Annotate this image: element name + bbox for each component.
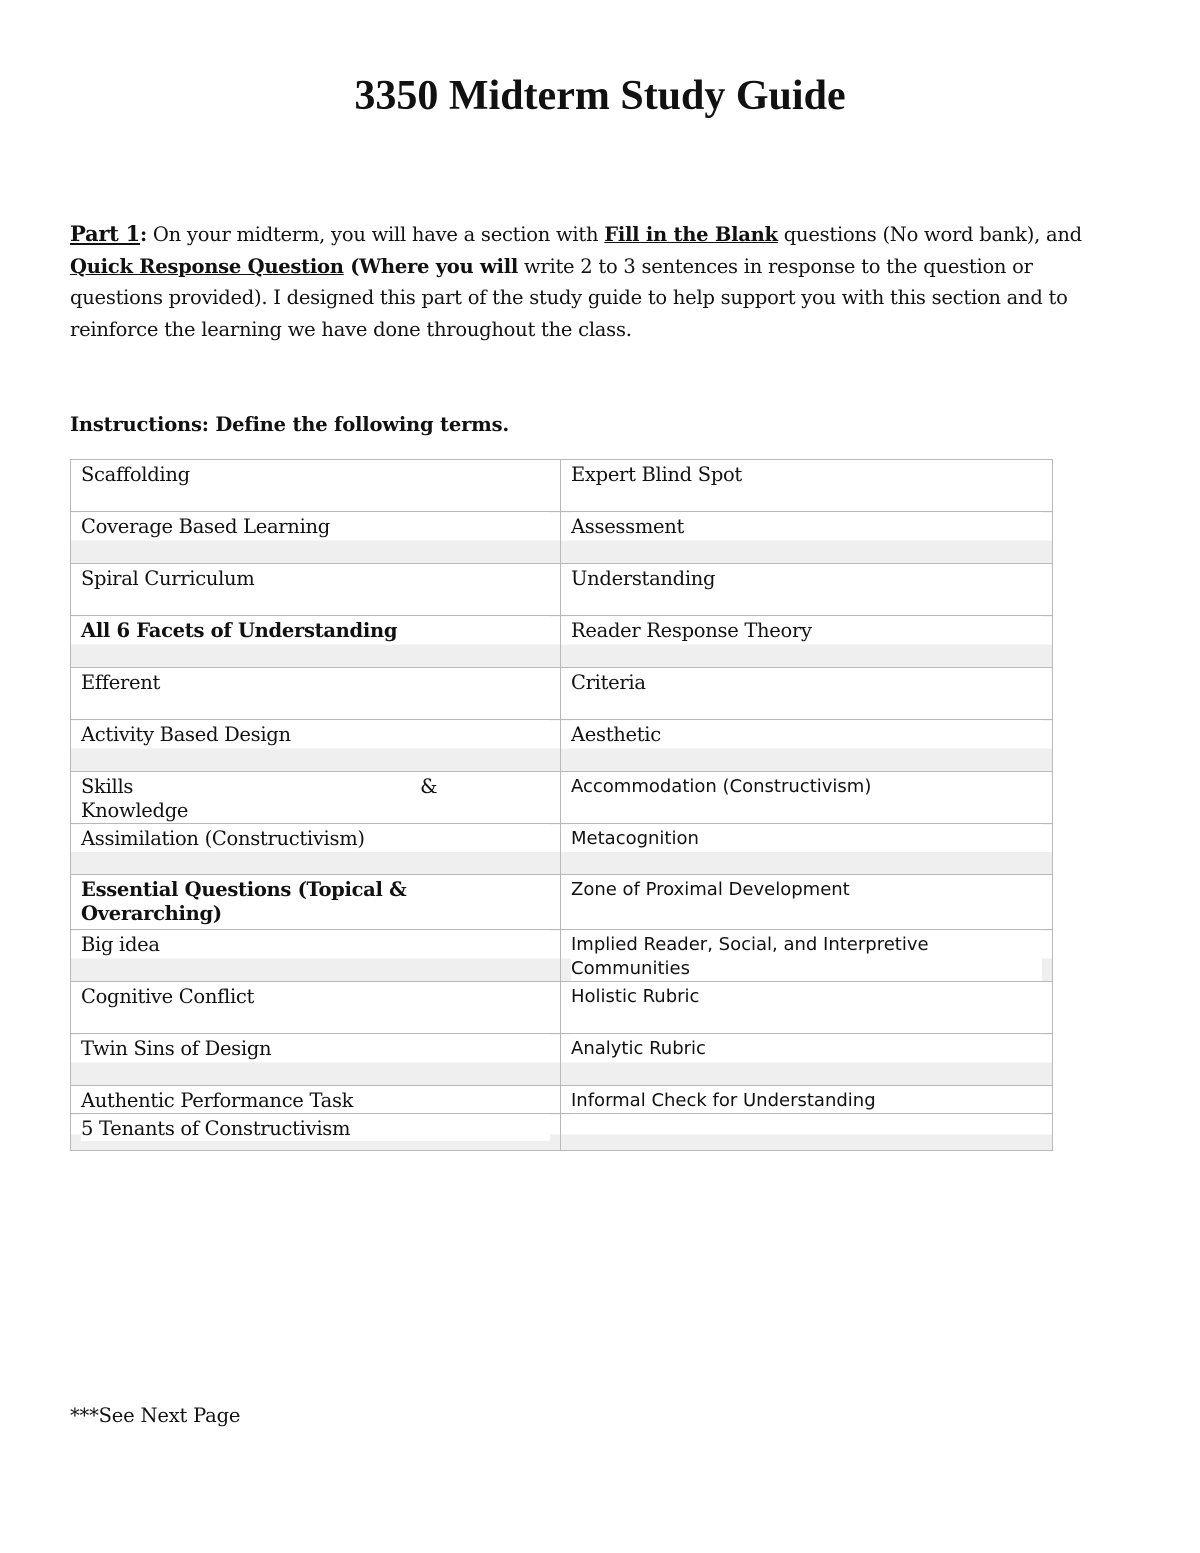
table-row (71, 824, 1053, 875)
term-cell (71, 824, 561, 875)
table-row (71, 512, 1053, 564)
where-you-will-text: (Where you will (343, 254, 519, 278)
intro-text-1: On your midterm, you will have a section with (146, 223, 605, 246)
term-label: Coverage Based Learning (81, 512, 550, 539)
term-cell (561, 772, 1053, 824)
term-cell (71, 460, 561, 512)
term-label-skills (81, 772, 550, 823)
instructions-heading: Instructions: Define the following terms. (70, 413, 509, 436)
term-label: Assessment (571, 512, 1042, 539)
term-cell (561, 875, 1053, 930)
term-cell (71, 564, 561, 616)
term-label: Essential Questions (Topical & Overarching) (81, 878, 407, 925)
term-label: Scaffolding (81, 463, 190, 486)
term-label: Implied Reader, Social, and Interpretive Communities (571, 930, 1042, 981)
term-cell (71, 772, 561, 824)
term-label: Accommodation (Constructivism) (571, 776, 872, 797)
term-cell (561, 930, 1053, 982)
term-cell (71, 668, 561, 720)
term-label: Understanding (571, 567, 716, 590)
table-row (71, 1086, 1053, 1114)
term-label: Metacognition (571, 824, 1042, 851)
term-label: Big idea (81, 930, 550, 957)
term-cell (71, 1034, 561, 1086)
term-label: All 6 Facets of Understanding (81, 616, 550, 643)
table-row (71, 564, 1053, 616)
term-label: Spiral Curriculum (81, 567, 255, 590)
term-cell (71, 512, 561, 564)
table-row (71, 460, 1053, 512)
term-cell (561, 460, 1053, 512)
see-next-page-note: ***See Next Page (70, 1404, 241, 1427)
term-cell (71, 616, 561, 668)
term-cell (561, 616, 1053, 668)
term-cell (561, 564, 1053, 616)
term-label: Aesthetic (571, 720, 1042, 747)
skills-label: Skills (81, 775, 134, 798)
part-label: Part 1 (70, 221, 141, 246)
term-cell-empty (561, 1114, 1053, 1151)
term-label: Reader Response Theory (571, 616, 1042, 643)
term-cell (561, 512, 1053, 564)
term-label: Holistic Rubric (571, 986, 700, 1007)
term-cell (561, 1034, 1053, 1086)
term-label: Twin Sins of Design (81, 1034, 550, 1061)
term-label: Efferent (81, 671, 161, 694)
table-row (71, 1034, 1053, 1086)
term-label: Analytic Rubric (571, 1034, 1042, 1061)
term-cell (561, 824, 1053, 875)
term-cell (561, 720, 1053, 772)
term-label: Informal Check for Understanding (571, 1090, 876, 1111)
term-label: Authentic Performance Task (81, 1089, 354, 1112)
term-cell (561, 1086, 1053, 1114)
term-label: Cognitive Conflict (81, 985, 255, 1008)
intro-paragraph (70, 218, 1100, 345)
term-cell (71, 1086, 561, 1114)
table-row (71, 720, 1053, 772)
term-cell (71, 720, 561, 772)
term-cell (561, 982, 1053, 1034)
intro-text-2: questions (No word bank), and (777, 223, 1082, 246)
table-row (71, 616, 1053, 668)
term-cell (71, 982, 561, 1034)
term-cell (561, 668, 1053, 720)
term-label: Zone of Proximal Development (571, 879, 850, 900)
table-row (71, 772, 1053, 824)
table-row (71, 668, 1053, 720)
quick-response-label: Quick Response Question (70, 254, 344, 278)
term-label: Activity Based Design (81, 720, 550, 747)
knowledge-label: & Knowledge (81, 775, 438, 822)
page-title: 3350 Midterm Study Guide (354, 73, 846, 119)
term-label (571, 1114, 1042, 1117)
term-label: Criteria (571, 671, 646, 694)
intro-text-3: write 2 to 3 sentences in response to the question or questions provided). I designed this part of the study guide to help support you with this section and to reinforce the learning we have done throughout the class. (70, 254, 1068, 341)
table-row (71, 982, 1053, 1034)
table-row (71, 875, 1053, 930)
term-label: 5 Tenants of Constructivism (81, 1114, 550, 1141)
term-cell (71, 875, 561, 930)
term-cell (71, 1114, 561, 1151)
part-colon: : (140, 223, 147, 246)
term-label: Assimilation (Constructivism) (81, 824, 550, 851)
terms-table (70, 459, 1053, 1151)
term-label: Expert Blind Spot (571, 463, 742, 486)
fill-in-the-blank-label: Fill in the Blank (604, 223, 778, 246)
table-row (71, 1114, 1053, 1151)
term-cell (71, 930, 561, 982)
table-row (71, 930, 1053, 982)
